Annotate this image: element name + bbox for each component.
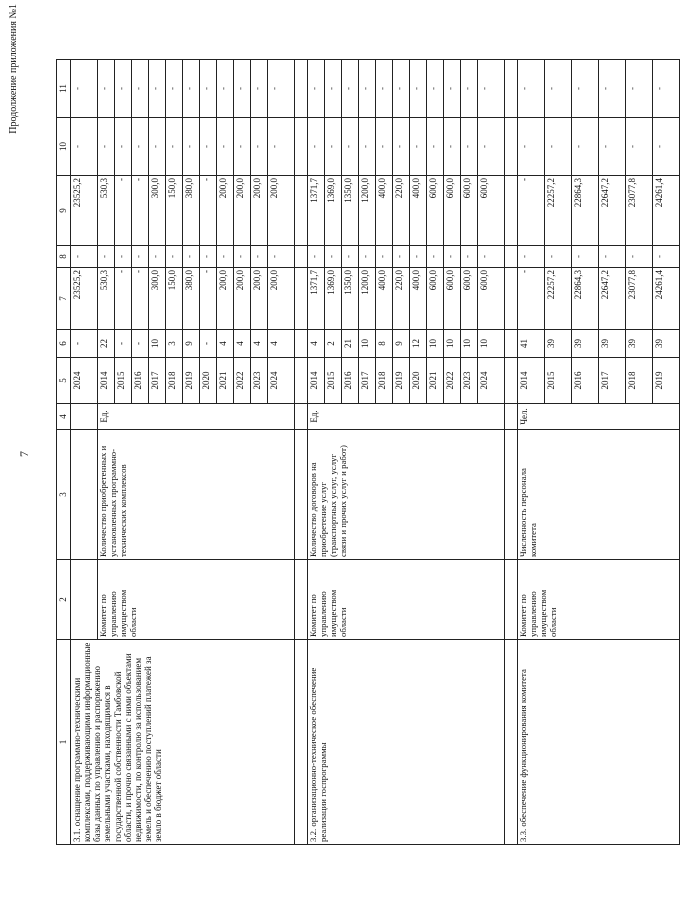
year-cell: 2021 [217, 358, 234, 404]
amount-total-cell: 400,0 [376, 268, 393, 330]
empty-cell: - [149, 60, 166, 118]
amount-total-cell: 600,0 [444, 268, 461, 330]
header-cell: 4 [57, 404, 71, 430]
empty-cell: - [444, 60, 461, 118]
table-row [308, 60, 325, 845]
quantity-cell: 10 [478, 330, 505, 358]
year-cell: 2019 [183, 358, 200, 404]
amount-budget-cell: - [200, 176, 217, 246]
empty-cell: - [626, 60, 653, 118]
empty-cell: - [393, 118, 410, 176]
empty-cell: - [427, 118, 444, 176]
empty-cell: - [410, 246, 427, 268]
empty-cell: - [626, 118, 653, 176]
year-cell: 2017 [359, 358, 376, 404]
empty-cell: - [599, 60, 626, 118]
empty-cell: - [626, 246, 653, 268]
amount-total-cell: 600,0 [427, 268, 444, 330]
quantity-cell: 4 [234, 330, 251, 358]
header-cell: 9 [57, 176, 71, 246]
empty-cell [295, 430, 308, 560]
quantity-cell: 10 [359, 330, 376, 358]
empty-cell: - [115, 118, 132, 176]
year-cell: 2015 [115, 358, 132, 404]
amount-total-cell: - [518, 268, 545, 330]
empty-cell: - [427, 60, 444, 118]
quantity-cell: - [132, 330, 149, 358]
header-cell: 3 [57, 430, 71, 560]
section-1-unit: Ед. [98, 404, 295, 430]
empty-cell [505, 246, 518, 268]
year-cell: 2023 [251, 358, 268, 404]
amount-total-cell: 1369,0 [325, 268, 342, 330]
empty-cell: - [166, 60, 183, 118]
empty-cell: - [308, 118, 325, 176]
empty-cell [71, 430, 98, 560]
year-cell: 2014 [98, 358, 115, 404]
amount-total-cell: 1371,7 [308, 268, 325, 330]
empty-cell [295, 560, 308, 640]
empty-cell: - [376, 118, 393, 176]
empty-cell [505, 358, 518, 404]
empty-cell: - [518, 246, 545, 268]
year-cell: 2020 [200, 358, 217, 404]
empty-cell: - [200, 246, 217, 268]
empty-cell: - [342, 246, 359, 268]
empty-cell: - [183, 60, 200, 118]
year-cell: 2024 [71, 358, 98, 404]
empty-cell [505, 118, 518, 176]
year-cell: 2024 [268, 358, 295, 404]
amount-total-cell: 200,0 [268, 268, 295, 330]
empty-cell: - [376, 60, 393, 118]
quantity-cell: 39 [626, 330, 653, 358]
empty-cell: - [393, 246, 410, 268]
quantity-cell: 41 [518, 330, 545, 358]
amount-total-cell: - [200, 268, 217, 330]
year-cell: 2014 [308, 358, 325, 404]
quantity-cell: 39 [599, 330, 626, 358]
header-cell: 6 [57, 330, 71, 358]
year-cell: 2021 [427, 358, 444, 404]
empty-cell: - [545, 60, 572, 118]
empty-cell [295, 60, 308, 118]
empty-cell: - [461, 118, 478, 176]
quantity-cell: 2 [325, 330, 342, 358]
header-cell: 2 [57, 560, 71, 640]
spacer-row [505, 60, 518, 845]
amount-budget-cell: 200,0 [217, 176, 234, 246]
amount-total-cell: 380,0 [183, 268, 200, 330]
quantity-cell: 4 [251, 330, 268, 358]
empty-cell: - [599, 118, 626, 176]
amount-budget-cell: 600,0 [444, 176, 461, 246]
amount-budget-cell: 23077,8 [626, 176, 653, 246]
amount-budget-cell: 400,0 [410, 176, 427, 246]
empty-cell [295, 358, 308, 404]
empty-cell: - [342, 118, 359, 176]
empty-cell: - [166, 118, 183, 176]
empty-cell: - [308, 246, 325, 268]
amount-budget-cell: 1200,0 [359, 176, 376, 246]
amount-budget-cell: 200,0 [251, 176, 268, 246]
quantity-cell: 39 [572, 330, 599, 358]
amount-budget-cell: 600,0 [427, 176, 444, 246]
empty-cell [295, 404, 308, 430]
quantity-cell: 4 [217, 330, 234, 358]
empty-cell: - [359, 60, 376, 118]
amount-budget-cell: 600,0 [478, 176, 505, 246]
quantity-cell: 9 [393, 330, 410, 358]
amount-total-cell: 600,0 [478, 268, 505, 330]
empty-cell: - [461, 60, 478, 118]
empty-cell [295, 118, 308, 176]
empty-cell [505, 430, 518, 560]
quantity-cell: 22 [98, 330, 115, 358]
empty-cell [295, 330, 308, 358]
empty-cell: - [98, 60, 115, 118]
empty-cell: - [200, 118, 217, 176]
empty-cell [71, 404, 98, 430]
amount-total-cell: 530,3 [98, 268, 115, 330]
table-body [57, 60, 680, 845]
empty-cell: - [234, 118, 251, 176]
empty-cell [505, 268, 518, 330]
empty-cell: - [149, 246, 166, 268]
year-cell: 2017 [149, 358, 166, 404]
amount-budget-cell: 22257,2 [545, 176, 572, 246]
quantity-cell: 21 [342, 330, 359, 358]
empty-cell: - [251, 246, 268, 268]
amount-total-cell: - [115, 268, 132, 330]
empty-cell: - [653, 118, 680, 176]
empty-cell [295, 246, 308, 268]
empty-cell: - [268, 246, 295, 268]
amount-total-cell: 200,0 [217, 268, 234, 330]
amount-budget-cell: 220,0 [393, 176, 410, 246]
empty-cell: - [444, 118, 461, 176]
amount-budget-cell: 150,0 [166, 176, 183, 246]
empty-cell: - [115, 246, 132, 268]
empty-cell: - [572, 60, 599, 118]
empty-cell: - [545, 246, 572, 268]
year-cell: 2022 [444, 358, 461, 404]
empty-cell: - [427, 246, 444, 268]
quantity-cell: - [115, 330, 132, 358]
quantity-cell: - [200, 330, 217, 358]
quantity-cell: 10 [461, 330, 478, 358]
section-1-executor: Комитет по управлению имуществом области [98, 560, 295, 640]
empty-cell: - [71, 60, 98, 118]
section-3-title: 3.3. обеспечение функционирования комитета [518, 640, 680, 845]
amount-budget-cell: 200,0 [234, 176, 251, 246]
empty-cell: - [359, 246, 376, 268]
empty-cell: - [518, 60, 545, 118]
amount-budget-cell: 1371,7 [308, 176, 325, 246]
section-1-indicator: Количество приобретенных и установленных программно-технических комплексов [98, 430, 295, 560]
amount-total-cell: 23525,2 [71, 268, 98, 330]
amount-budget-cell: 300,0 [149, 176, 166, 246]
year-cell: 2018 [376, 358, 393, 404]
year-cell: 2018 [166, 358, 183, 404]
year-cell: 2016 [342, 358, 359, 404]
empty-cell: - [478, 60, 505, 118]
quantity-cell: 3 [166, 330, 183, 358]
amount-total-cell: 1200,0 [359, 268, 376, 330]
empty-cell: - [342, 60, 359, 118]
amount-budget-cell: 200,0 [268, 176, 295, 246]
amount-total-cell: 22864,3 [572, 268, 599, 330]
empty-cell: - [149, 118, 166, 176]
empty-cell: - [268, 60, 295, 118]
section-2-title: 3.2. организационно-техническое обеспечение реализации госпрограммы [308, 640, 505, 845]
empty-cell: - [393, 60, 410, 118]
empty-cell: - [217, 60, 234, 118]
amount-total-cell: 200,0 [251, 268, 268, 330]
empty-cell: - [98, 246, 115, 268]
empty-cell: - [98, 118, 115, 176]
year-cell: 2018 [626, 358, 653, 404]
empty-cell: - [200, 60, 217, 118]
year-cell: 2017 [599, 358, 626, 404]
empty-cell: - [132, 246, 149, 268]
empty-cell: - [183, 246, 200, 268]
quantity-cell: - [71, 330, 98, 358]
amount-total-cell: 1350,0 [342, 268, 359, 330]
year-cell: 2015 [545, 358, 572, 404]
empty-cell: - [653, 60, 680, 118]
section-3-indicator: Численность персонала комитета [518, 430, 680, 560]
amount-total-cell: 300,0 [149, 268, 166, 330]
empty-cell [295, 176, 308, 246]
empty-cell: - [251, 118, 268, 176]
empty-cell: - [325, 60, 342, 118]
amount-budget-cell: 530,3 [98, 176, 115, 246]
empty-cell: - [234, 246, 251, 268]
empty-cell: - [461, 246, 478, 268]
header-cell: 1 [57, 640, 71, 845]
year-cell: 2019 [653, 358, 680, 404]
empty-cell [295, 268, 308, 330]
year-cell: 2016 [572, 358, 599, 404]
table-row [518, 60, 545, 845]
amount-total-cell: 24261,4 [653, 268, 680, 330]
amount-budget-cell: 22647,2 [599, 176, 626, 246]
empty-cell: - [325, 246, 342, 268]
amount-budget-cell: - [518, 176, 545, 246]
amount-total-cell: 23077,8 [626, 268, 653, 330]
empty-cell: - [572, 118, 599, 176]
quantity-cell: 4 [308, 330, 325, 358]
empty-cell: - [71, 246, 98, 268]
year-cell: 2014 [518, 358, 545, 404]
empty-cell [505, 60, 518, 118]
amount-budget-cell: 23525,2 [71, 176, 98, 246]
amount-budget-cell: 22864,3 [572, 176, 599, 246]
amount-budget-cell: 400,0 [376, 176, 393, 246]
year-cell: 2015 [325, 358, 342, 404]
quantity-cell: 8 [376, 330, 393, 358]
empty-cell: - [410, 60, 427, 118]
section-2-executor: Комитет по управлению имуществом области [308, 560, 505, 640]
section-2-unit: Ед. [308, 404, 505, 430]
amount-total-cell: 22257,2 [545, 268, 572, 330]
amount-total-cell: 22647,2 [599, 268, 626, 330]
quantity-cell: 10 [427, 330, 444, 358]
empty-cell: - [132, 60, 149, 118]
empty-cell [505, 640, 518, 845]
empty-cell [505, 176, 518, 246]
section-1-title: 3.1. оснащение программно-техническими комплексами, поддерживающими информационные базы данных по управлению и распоряжению земельными участками, находящимися в государственной собственности Тамбовской области, и прочно связанными с ними объектами недвижимости, по контролю за использованием земель и обеспечению поступлений платежей за земло в бюджет области [71, 640, 295, 845]
empty-cell: - [376, 246, 393, 268]
header-cell: 7 [57, 268, 71, 330]
empty-cell: - [308, 60, 325, 118]
empty-cell: - [444, 246, 461, 268]
empty-cell [505, 330, 518, 358]
empty-cell: - [183, 118, 200, 176]
section-2-indicator: Количество договоров на приобретение услуг (транспортных услуг, услуг связи и прочих услуг и работ) [308, 430, 505, 560]
page-number: 7 [17, 451, 31, 457]
empty-cell: - [217, 246, 234, 268]
amount-total-cell: 400,0 [410, 268, 427, 330]
quantity-cell: 4 [268, 330, 295, 358]
empty-cell: - [115, 60, 132, 118]
amount-total-cell: 600,0 [461, 268, 478, 330]
amount-total-cell: 220,0 [393, 268, 410, 330]
empty-cell: - [410, 118, 427, 176]
header-cell: 5 [57, 358, 71, 404]
annex-title: Продолжение приложения №1 [8, 4, 19, 134]
empty-cell [505, 404, 518, 430]
amount-total-cell: 200,0 [234, 268, 251, 330]
empty-cell: - [478, 246, 505, 268]
quantity-cell: 39 [653, 330, 680, 358]
amount-budget-cell: 1350,0 [342, 176, 359, 246]
empty-cell: - [572, 246, 599, 268]
quantity-cell: 9 [183, 330, 200, 358]
amount-budget-cell: - [132, 176, 149, 246]
empty-cell: - [653, 246, 680, 268]
quantity-cell: 10 [149, 330, 166, 358]
amount-budget-cell: 380,0 [183, 176, 200, 246]
empty-cell: - [251, 60, 268, 118]
empty-cell [71, 560, 98, 640]
empty-cell: - [545, 118, 572, 176]
spacer-row [295, 60, 308, 845]
year-cell: 2019 [393, 358, 410, 404]
empty-cell: - [268, 118, 295, 176]
table-row [71, 60, 98, 845]
empty-cell: - [234, 60, 251, 118]
amount-budget-cell: 1369,0 [325, 176, 342, 246]
quantity-cell: 39 [545, 330, 572, 358]
program-table [56, 59, 680, 845]
quantity-cell: 12 [410, 330, 427, 358]
empty-cell: - [217, 118, 234, 176]
empty-cell: - [166, 246, 183, 268]
empty-cell: - [132, 118, 149, 176]
header-row [57, 60, 71, 845]
empty-cell [505, 560, 518, 640]
section-3-executor: Комитет по управлению имуществом области [518, 560, 680, 640]
amount-budget-cell: 24261,4 [653, 176, 680, 246]
empty-cell: - [71, 118, 98, 176]
year-cell: 2024 [478, 358, 505, 404]
header-cell: 8 [57, 246, 71, 268]
amount-budget-cell: 600,0 [461, 176, 478, 246]
empty-cell: - [599, 246, 626, 268]
empty-cell: - [325, 118, 342, 176]
amount-budget-cell: - [115, 176, 132, 246]
amount-total-cell: 150,0 [166, 268, 183, 330]
empty-cell: - [359, 118, 376, 176]
quantity-cell: 10 [444, 330, 461, 358]
year-cell: 2023 [461, 358, 478, 404]
section-3-unit: Чел. [518, 404, 680, 430]
year-cell: 2020 [410, 358, 427, 404]
amount-total-cell: - [132, 268, 149, 330]
empty-cell: - [518, 118, 545, 176]
year-cell: 2022 [234, 358, 251, 404]
header-cell: 10 [57, 118, 71, 176]
empty-cell [295, 640, 308, 845]
header-cell: 11 [57, 60, 71, 118]
empty-cell: - [478, 118, 505, 176]
year-cell: 2016 [132, 358, 149, 404]
